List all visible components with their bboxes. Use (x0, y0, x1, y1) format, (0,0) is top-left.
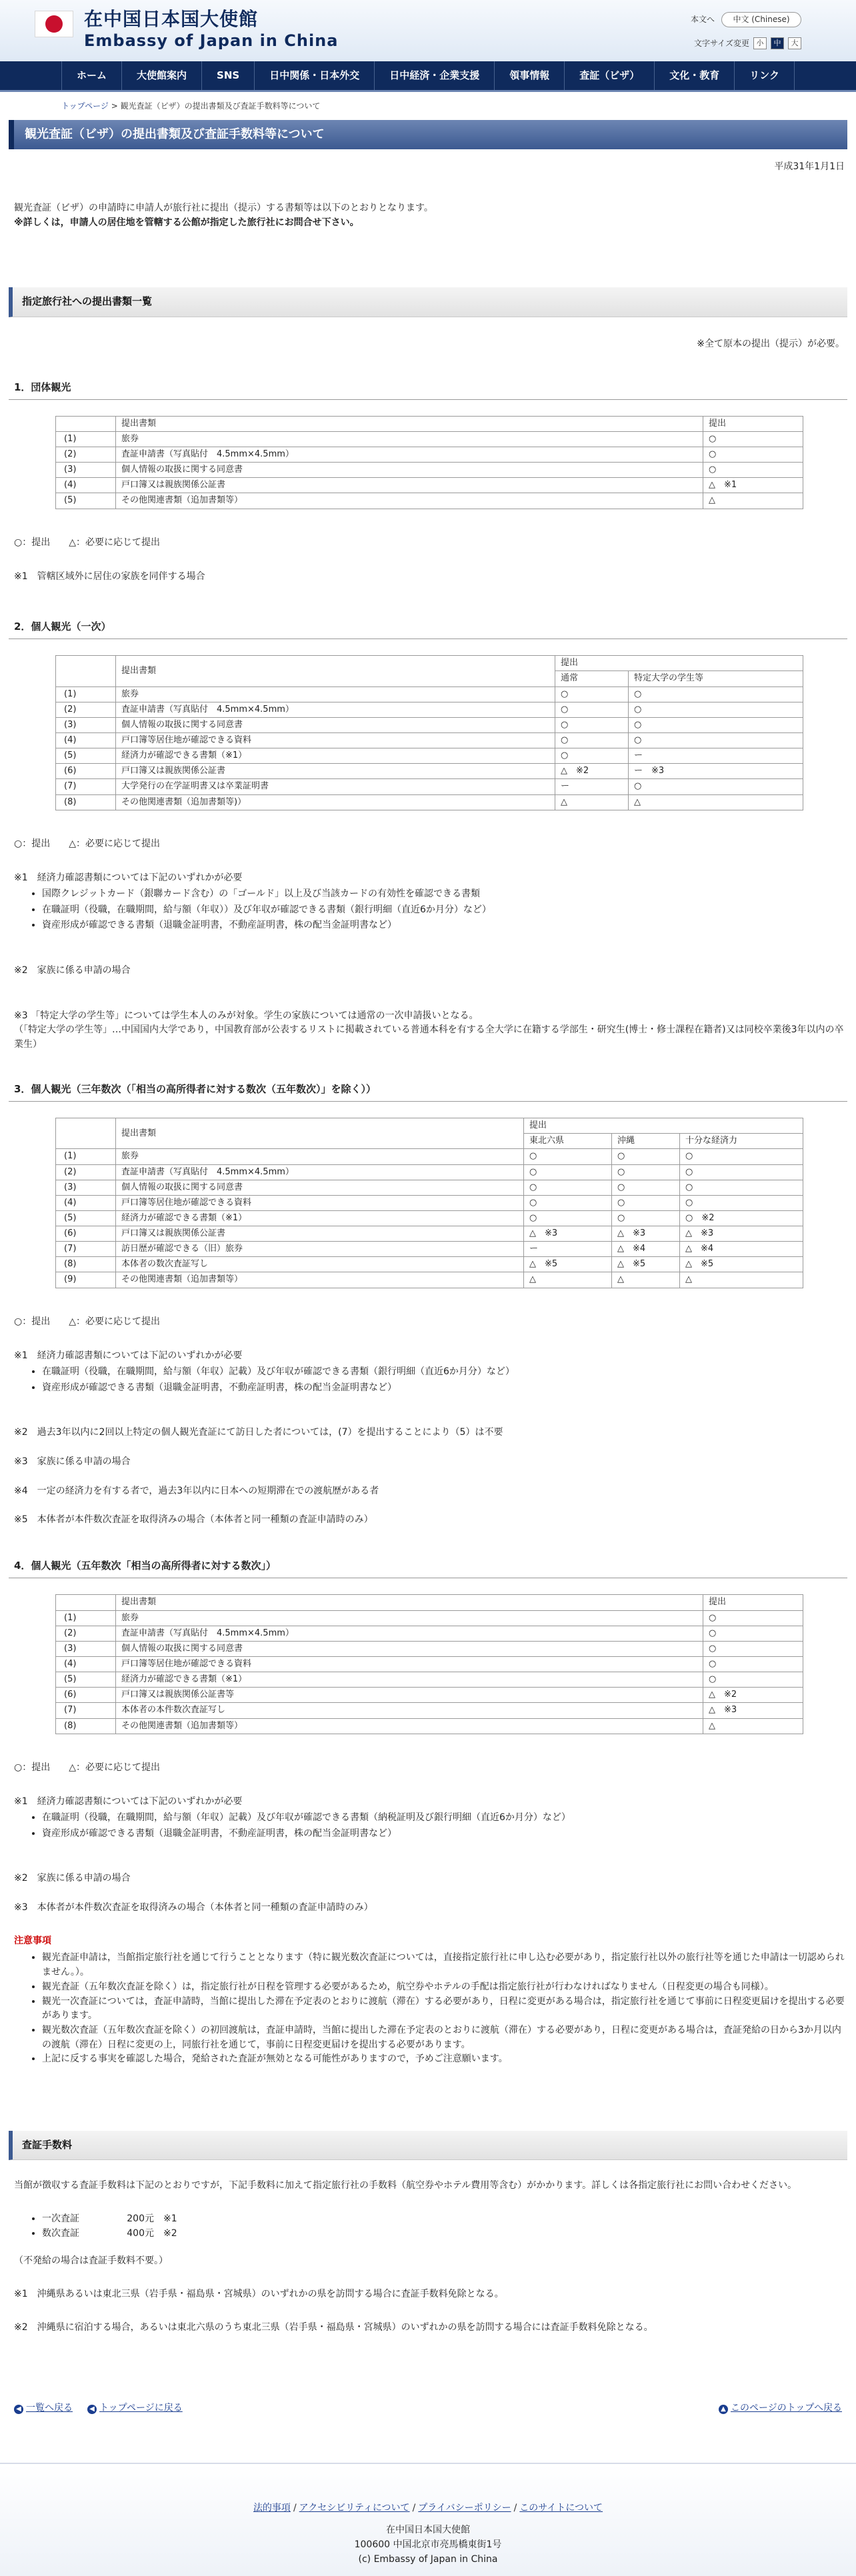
submit-value: ○ (680, 1195, 803, 1210)
original-required-note: ※全て原本の提出（提示）が必要。 (697, 338, 845, 349)
list-item: • 観光査証申請は，当館指定旅行社を通じて行うこととなります（特に観光数次査証については，直接指定旅行社に申し込む必要があり，指定旅行社以外の旅行社等を通じた申請は一切認められません。）。 (42, 1951, 847, 1979)
single-tour-table (55, 655, 803, 810)
nav-item-visa[interactable]: 査証（ビザ） (564, 61, 654, 90)
fee-note-2: ※2 沖縄県に宿泊する場合，あるいは東北六県のうち東北三県（岩手県・福島県・宮城県）のいずれかの県を訪問する場合には査証手数料免除となる。 (14, 2321, 653, 2333)
document-name: 個人情報の取扱に関する同意書 (116, 1641, 703, 1656)
footer-address (0, 2523, 856, 2567)
document-name: 戸口簿又は親族関係公証書 (116, 478, 703, 493)
single-note-2: ※2 家族に係る申請の場合 (14, 965, 131, 976)
submit-value: ○ (680, 1164, 803, 1180)
single-notes (9, 851, 847, 1052)
row-number: (8) (56, 794, 116, 810)
nav-item-sns[interactable]: SNS (201, 61, 254, 90)
multi3-note-1-list (14, 1365, 847, 1395)
single-note-3: ※3 「特定大学の学生等」については学生本人のみが対象。学生の家族については通常の一次申請扱いとなる。 (14, 1010, 479, 1021)
submit-value: ○ (612, 1195, 680, 1210)
submit-value: ○ (703, 1626, 803, 1641)
document-name: 戸口簿等居住地が確認できる資料 (116, 732, 555, 748)
fee-intro: 当館が徴収する査証手数料は下記のとおりですが，下記手数料に加えて指定旅行社の手数料（航空券やホテル費用等含む）がかかります。詳しくは各指定旅行社にお問い合わせください。 (14, 2180, 797, 2191)
table-header-row (56, 1118, 803, 1134)
arrow-left-icon: ◀ (14, 2405, 23, 2414)
nav-item-consular[interactable]: 領事情報 (494, 61, 564, 90)
breadcrumb-top-link[interactable]: トップページ (61, 101, 109, 111)
submit-value: △ ※5 (612, 1257, 680, 1272)
fee-amount: 200元 (127, 2213, 154, 2224)
multi3-note-4: ※4 一定の経済力を有する者で，過去3年以内に日本への短期滞在での渡航歴がある者 (14, 1485, 379, 1496)
submit-value: △ (703, 493, 803, 509)
caution-title: 注意事項 (14, 1935, 51, 1946)
submit-value: ○ (524, 1180, 612, 1195)
nav-item-economy[interactable]: 日中経済・企業支援 (374, 61, 494, 90)
submit-value: ー ※3 (629, 764, 803, 779)
column-header-documents: 提出書類 (116, 656, 555, 686)
footer-copyright: (c) Embassy of Japan in China (358, 2553, 498, 2565)
multi3-note-5: ※5 本体者が本件数次査証を取得済みの場合（本体者と同一種類の査証申請時のみ） (14, 1514, 373, 1526)
submit-value: ○ (555, 748, 629, 764)
list-item: • 在職証明（役職，在職期間，給与額（年収）記載）及び年収が確認できる書類（銀行明細（直近6か月分）など） (42, 1365, 847, 1380)
table-row (56, 1195, 803, 1210)
submit-value: △ (629, 794, 803, 810)
list-item: • 観光査証（五年数次査証を除く）は，指定旅行社が日程を管理する必要があるため，航空券やホテルの手配は指定旅行社が行わなければなりません（日程変更の場合も同様）。 (42, 1980, 847, 1995)
font-size-large-button[interactable]: 大 (788, 37, 801, 49)
footer-link-legal[interactable]: 法的事項 (253, 2503, 291, 2513)
table-row (56, 748, 803, 764)
table-header-row (56, 416, 803, 431)
multi5-note-3: ※3 本体者が本件数次査証を取得済みの場合（本体者と同一種類の査証申請時のみ） (14, 1902, 373, 1914)
multi3-tour-heading: 3．個人観光（三年数次（「相当の高所得者に対する数次（五年数次）」を除く）） (9, 1079, 847, 1102)
document-name: 査証申請書（写真貼付 4.5mm×4.5mm） (116, 1164, 524, 1180)
document-name: 本体者の本件数次査証写し (116, 1703, 703, 1718)
document-name: 旅券 (116, 1610, 703, 1626)
submit-value: △ ※5 (680, 1257, 803, 1272)
nav-item-culture[interactable]: 文化・教育 (654, 61, 734, 90)
document-name: 経済力が確認できる書類（※1） (116, 748, 555, 764)
global-nav (0, 61, 856, 92)
footer-org-name: 在中国日本国大使館 (386, 2524, 470, 2535)
site-title-en: Embassy of Japan in China (84, 31, 339, 50)
row-number: (5) (56, 1210, 116, 1226)
column-header-submit: 提出 (703, 416, 803, 431)
table-row (56, 732, 803, 748)
site-footer (0, 2463, 856, 2576)
row-number: (3) (56, 1180, 116, 1195)
fee-list (9, 2212, 847, 2241)
submit-value: △ (680, 1272, 803, 1288)
row-number: (9) (56, 1272, 116, 1288)
arrow-left-icon: ◀ (87, 2405, 97, 2414)
submit-value: △ ※1 (703, 478, 803, 493)
row-number: (2) (56, 1164, 116, 1180)
multi5-tour-rows (56, 1610, 803, 1734)
group-tour-heading: 1．団体観光 (9, 377, 847, 400)
row-number: (4) (56, 732, 116, 748)
table-row (56, 779, 803, 794)
submit-value: △ ※3 (524, 1226, 612, 1242)
document-name: 戸口簿又は親族関係公証書 (116, 1226, 524, 1242)
document-name: 個人情報の取扱に関する同意書 (116, 463, 703, 478)
submit-value: △ ※3 (680, 1226, 803, 1242)
submit-value: ○ (612, 1164, 680, 1180)
nav-item-relations[interactable]: 日中関係・日本外交 (254, 61, 374, 90)
submit-value: ○ (555, 686, 629, 702)
column-header-economic: 十分な経済力 (680, 1134, 803, 1149)
table-row (56, 431, 803, 447)
skip-to-content-link[interactable]: 本文へ (690, 15, 715, 24)
row-number: (6) (56, 1226, 116, 1242)
document-name: 個人情報の取扱に関する同意書 (116, 717, 555, 732)
breadcrumb (35, 92, 821, 115)
language-switcher (691, 12, 801, 27)
submit-value: △ ※5 (524, 1257, 612, 1272)
submit-value: ○ (703, 431, 803, 447)
font-size-label: 文字サイズ変更 (693, 39, 749, 48)
list-item: • 在職証明（役職，在職期間，給与額（年収））及び年収が確認できる書類（銀行明細（直近6か月分）など） (42, 903, 847, 918)
table-row (56, 1180, 803, 1195)
document-name: 旅券 (116, 686, 555, 702)
submit-value: ー (555, 779, 629, 794)
document-name: 査証申請書（写真貼付 4.5mm×4.5mm） (116, 447, 703, 463)
intro-note: ※詳しくは，申請人の居住地を管轄する公館が指定した旅行社にお問合せ下さい。 (14, 217, 359, 228)
submit-value: △ ※3 (703, 1703, 803, 1718)
multi3-note-1: ※1 経済力確認書類については下記のいずれかが必要 (14, 1350, 243, 1362)
document-name: 査証申請書（写真貼付 4.5mm×4.5mm） (116, 1626, 703, 1641)
nav-item-home[interactable]: ホーム (61, 61, 121, 90)
document-name: 旅券 (116, 1149, 524, 1164)
single-tour-rows (56, 686, 803, 810)
submit-value: ○ (680, 1180, 803, 1195)
fee-no-issue-note: （不発給の場合は査証手数料不要。） (14, 2255, 168, 2267)
multi5-note-1: ※1 経済力確認書類については下記のいずれかが必要 (14, 1796, 243, 1808)
single-legend: ○：提出 △：必要に応じて提出 (14, 838, 160, 849)
section-heading-documents: 指定旅行社への提出書類一覧 (9, 287, 847, 317)
row-number: (7) (56, 1703, 116, 1718)
document-name: その他関連書類（追加書類等） (116, 493, 703, 509)
caution-list (14, 1951, 847, 2067)
multi5-tour-table (55, 1594, 803, 1734)
document-name: 経済力が確認できる書類（※1） (116, 1210, 524, 1226)
table-row (56, 1672, 803, 1688)
single-note-1: ※1 経済力確認書類については下記のいずれかが必要 (14, 872, 243, 884)
submit-value: ○ (680, 1149, 803, 1164)
document-name: 戸口簿又は親族関係公証書等 (116, 1688, 703, 1703)
submit-value: △ ※4 (612, 1242, 680, 1257)
document-name: 戸口簿又は親族関係公証書 (116, 764, 555, 779)
footer-link-about[interactable]: このサイトについて (519, 2503, 603, 2513)
submit-value: △ ※3 (612, 1226, 680, 1242)
table-row (56, 1164, 803, 1180)
table-row (56, 1226, 803, 1242)
site-header (0, 0, 856, 61)
font-size-medium-button[interactable]: 中 (771, 37, 784, 49)
submit-value: ○ (703, 1610, 803, 1626)
submit-value: △ ※4 (680, 1242, 803, 1257)
multi3-tour-table (55, 1118, 803, 1288)
table-row (56, 1641, 803, 1656)
document-name: 戸口簿等居住地が確認できる資料 (116, 1195, 524, 1210)
language-select[interactable]: 中文 (Chinese) (721, 12, 801, 27)
submit-value: △ (703, 1718, 803, 1734)
fee-name: 数次査証 (42, 2227, 79, 2239)
multi3-notes (9, 1329, 847, 1528)
row-number: (6) (56, 764, 116, 779)
multi5-note-1-list (14, 1811, 847, 1841)
footer-link-accessibility[interactable]: アクセシビリティについて (299, 2503, 410, 2513)
row-number: (2) (56, 447, 116, 463)
table-row (56, 1610, 803, 1626)
submit-value: ○ (555, 717, 629, 732)
table-header-row (56, 656, 803, 671)
font-size-small-button[interactable]: 小 (753, 37, 767, 49)
document-name: 査証申請書（写真貼付 4.5mm×4.5mm） (116, 702, 555, 717)
list-item: • 国際クレジットカード（銀聯カード含む）の「ゴールド」以上及び当該カードの有効性を確認できる書類 (42, 887, 847, 902)
column-header-submit: 提出 (524, 1118, 803, 1134)
table-row (56, 447, 803, 463)
submit-value: ○ (524, 1164, 612, 1180)
row-number: (1) (56, 1610, 116, 1626)
row-number: (5) (56, 748, 116, 764)
document-name: 旅券 (116, 431, 703, 447)
list-item: • 観光一次査証については，査証申請時，当館に提出した滞在予定表のとおりに渡航（滞在）する必要があり，日程に変更がある場合は，指定旅行社を通じて事前に日程変更届けを提出する必要があります。 (42, 1995, 847, 2023)
section-heading-fees: 査証手数料 (9, 2131, 847, 2160)
document-name: 大学発行の在学証明書又は卒業証明書 (116, 779, 555, 794)
submit-value: △ ※2 (703, 1688, 803, 1703)
page-links (9, 2401, 847, 2421)
submit-value: ○ (703, 1672, 803, 1688)
submit-value: △ (612, 1272, 680, 1288)
submit-value: ○ (703, 447, 803, 463)
main-content (9, 115, 847, 2421)
submit-value: ー (629, 748, 803, 764)
column-header-submit: 提出 (703, 1595, 803, 1610)
list-item: • 資産形成が確認できる書類（退職金証明書，不動産証明書，株の配当金証明書など） (42, 1381, 847, 1396)
table-row (56, 764, 803, 779)
submit-value: ○ (612, 1149, 680, 1164)
table-row (56, 686, 803, 702)
page-date: 平成31年1月1日 (774, 161, 845, 172)
font-size-switcher (694, 37, 801, 50)
column-header-documents: 提出書類 (116, 1118, 524, 1149)
site-title-ja: 在中国日本国大使館 (84, 8, 259, 30)
column-header-documents: 提出書類 (116, 416, 703, 431)
submit-value: ○ (629, 702, 803, 717)
fee-note: ※2 (163, 2227, 177, 2239)
submit-value: ○ (629, 779, 803, 794)
table-row (56, 1272, 803, 1288)
table-row (56, 1149, 803, 1164)
submit-value: ○ (703, 1641, 803, 1656)
group-tour-rows (56, 431, 803, 509)
single-note-1-list (14, 887, 847, 933)
column-header-okinawa: 沖縄 (612, 1134, 680, 1149)
submit-value: ○ (703, 1656, 803, 1672)
submit-value: ○ (629, 732, 803, 748)
row-number: (1) (56, 686, 116, 702)
back-to-list-link[interactable]: ◀ 一覧へ戻る (14, 2401, 73, 2421)
table-row (56, 493, 803, 509)
submit-value: ○ (612, 1210, 680, 1226)
list-item: • 資産形成が確認できる書類（退職金証明書，不動産証明書，株の配当金証明書など） (42, 1827, 847, 1842)
single-tour-heading: 2．個人観光（一次） (9, 617, 847, 639)
document-name: 本体者の数次査証写し (116, 1257, 524, 1272)
back-to-top-page-link[interactable]: ◀ トップページに戻る (87, 2401, 183, 2421)
submit-value: ○ (629, 686, 803, 702)
submit-value: ○ (555, 732, 629, 748)
intro (9, 181, 847, 230)
group-note-1: ※1 管轄区域外に居住の家族を同伴する場合 (14, 571, 205, 583)
group-legend: ○：提出 △：必要に応じて提出 (14, 537, 160, 548)
page-top-link[interactable]: ▲ このページのトップへ戻る (719, 2401, 842, 2421)
document-name: その他関連書類（追加書類等） (116, 1718, 703, 1734)
fee-amount: 400元 (127, 2227, 154, 2239)
table-row (56, 1626, 803, 1641)
breadcrumb-separator: > (108, 101, 121, 111)
multi5-note-2: ※2 家族に係る申請の場合 (14, 1873, 131, 1884)
document-name: 個人情報の取扱に関する同意書 (116, 1180, 524, 1195)
column-header-students: 特定大学の学生等 (629, 671, 803, 686)
table-row (56, 478, 803, 493)
submit-value: ○ ※2 (680, 1210, 803, 1226)
table-row (56, 1703, 803, 1718)
column-header-submit: 提出 (555, 656, 803, 671)
fee-note: ※1 (163, 2213, 177, 2224)
row-number: (5) (56, 1672, 116, 1688)
row-number: (3) (56, 717, 116, 732)
multi5-legend: ○：提出 △：必要に応じて提出 (14, 1762, 160, 1773)
site-logo[interactable] (35, 8, 338, 51)
submit-value: △ (524, 1272, 612, 1288)
table-row (56, 463, 803, 478)
list-item: • 観光数次査証（五年数次査証を除く）の初回渡航は，査証申請時，当館に提出した滞在予定表のとおりに渡航（滞在）する必要があり，日程に変更がある場合は，査証発給の日から3か月以内の渡航（滞在）日程に変更の上，同旅行社を通じて，事前に日程変更届けを提出する必要があります。 (42, 2023, 847, 2052)
row-number: (8) (56, 1257, 116, 1272)
row-number: (3) (56, 1641, 116, 1656)
submit-value: △ (555, 794, 629, 810)
footer-link-privacy[interactable]: プライバシーポリシー (418, 2503, 511, 2513)
row-number: (7) (56, 1242, 116, 1257)
page-title: 観光査証（ビザ）の提出書類及び査証手数料等について (9, 120, 847, 149)
group-notes (9, 550, 847, 585)
document-name: 経済力が確認できる書類（※1） (116, 1672, 703, 1688)
fee-note-1: ※1 沖縄県あるいは東北三県（岩手県・福島県・宮城県）のいずれかの県を訪問する場合に査証手数料免除となる。 (14, 2288, 504, 2299)
breadcrumb-current: 観光査証（ビザ）の提出書類及び査証手数料等について (120, 101, 321, 111)
table-row (56, 1718, 803, 1734)
row-number: (2) (56, 1626, 116, 1641)
table-header-row (56, 1595, 803, 1610)
japan-flag-icon (35, 11, 73, 37)
table-row (56, 1688, 803, 1703)
column-header-tohoku: 東北六県 (524, 1134, 612, 1149)
fee-item-multiple (42, 2227, 847, 2241)
row-number: (1) (56, 431, 116, 447)
table-row (56, 717, 803, 732)
row-number: (1) (56, 1149, 116, 1164)
multi5-notes (9, 1775, 847, 1915)
submit-value: ○ (555, 702, 629, 717)
list-item: • 資産形成が確認できる書類（退職金証明書，不動産証明書，株の配当金証明書など） (42, 918, 847, 933)
intro-text: 観光査証（ビザ）の申請時に申請人が旅行社に提出（提示）する書類等は以下のとおりとなります。 (14, 202, 433, 213)
table-row (56, 1210, 803, 1226)
row-number: (3) (56, 463, 116, 478)
single-note-3-sub: （「特定大学の学生等」…中国国内大学であり，中国教育部が公表するリストに掲載されている普通本科を有する全大学に在籍する学部生・研究生(博士・修士課程在籍者)又は同校卒業後3年以内の卒業生） (14, 1024, 844, 1050)
caution-box (9, 1916, 847, 2067)
multi3-note-2: ※2 過去3年以内に2回以上特定の個人観光査証にて訪日した者については，(7）を提出することにより（5）は不要 (14, 1427, 503, 1438)
row-number: (8) (56, 1718, 116, 1734)
table-row (56, 1257, 803, 1272)
row-number: (5) (56, 493, 116, 509)
multi5-tour-heading: 4．個人観光（五年数次「相当の高所得者に対する数次」） (9, 1556, 847, 1578)
table-row (56, 1242, 803, 1257)
document-name: 訪日歴が確認できる（旧）旅券 (116, 1242, 524, 1257)
submit-value: ○ (703, 463, 803, 478)
arrow-up-icon: ▲ (719, 2405, 728, 2414)
table-row (56, 702, 803, 717)
fee-item-single (42, 2212, 847, 2227)
multi3-tour-rows (56, 1149, 803, 1288)
submit-value: △ ※2 (555, 764, 629, 779)
row-number: (4) (56, 478, 116, 493)
row-number: (4) (56, 1195, 116, 1210)
submit-value: ○ (612, 1180, 680, 1195)
group-tour-table (55, 416, 803, 509)
nav-item-links[interactable]: リンク (734, 61, 795, 90)
submit-value: ○ (524, 1149, 612, 1164)
submit-value: ○ (524, 1195, 612, 1210)
row-number: (2) (56, 702, 116, 717)
list-item: • 上記に反する事実を確認した場合，発給された査証が無効となる可能性がありますので，予めご注意願います。 (42, 2052, 847, 2067)
table-row (56, 1656, 803, 1672)
document-name: 戸口簿等居住地が確認できる資料 (116, 1656, 703, 1672)
table-row (56, 794, 803, 810)
list-item: • 在職証明（役職，在職期間，給与額（年収）記載）及び年収が確認できる書類（納税証明及び銀行明細（直近6か月分）など） (42, 1811, 847, 1826)
document-name: その他関連書類（追加書類等)） (116, 794, 555, 810)
row-number: (6) (56, 1688, 116, 1703)
row-number: (7) (56, 779, 116, 794)
fee-name: 一次査証 (42, 2213, 79, 2224)
multi3-note-3: ※3 家族に係る申請の場合 (14, 1456, 131, 1468)
nav-item-embassy[interactable]: 大使館案内 (121, 61, 201, 90)
footer-links: 法的事項 / アクセシビリティについて / プライバシーポリシー / このサイトについて (253, 2503, 603, 2513)
submit-value: ー (524, 1242, 612, 1257)
document-name: その他関連書類（追加書類等） (116, 1272, 524, 1288)
footer-postal-address: 100600 中国北京市亮馬橋東街1号 (354, 2539, 502, 2550)
submit-value: ○ (629, 717, 803, 732)
submit-value: ○ (524, 1210, 612, 1226)
column-header-normal: 通常 (555, 671, 629, 686)
fee-notes (9, 2287, 847, 2335)
multi3-legend: ○：提出 △：必要に応じて提出 (14, 1316, 160, 1327)
column-header-documents: 提出書類 (116, 1595, 703, 1610)
row-number: (4) (56, 1656, 116, 1672)
